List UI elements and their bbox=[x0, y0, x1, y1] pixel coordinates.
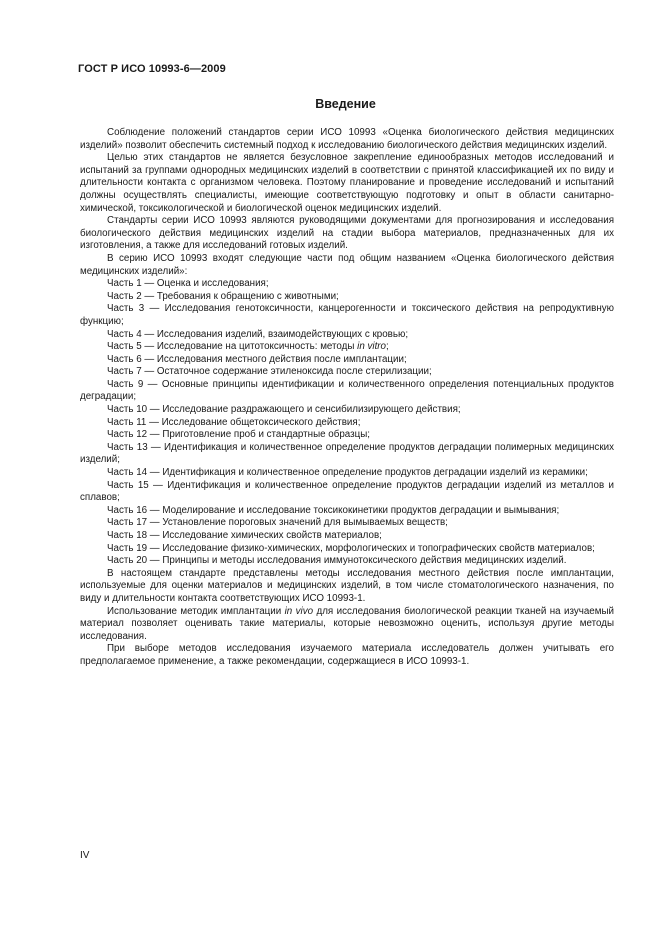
document-header: ГОСТ Р ИСО 10993-6—2009 bbox=[78, 63, 226, 75]
list-item: Часть 3 — Исследования генотоксичности, канцерогенности и токсического действия на репродуктивную функцию; bbox=[80, 303, 614, 327]
list-item: Часть 14 — Идентификация и количественное определение продуктов деградации изделий из керамики; bbox=[107, 467, 588, 479]
list-item: Часть 19 — Исследование физико-химических, морфологических и топографических свойств материалов; bbox=[107, 542, 595, 554]
paragraph: При выборе методов исследования изучаемого материала исследователь должен учитывать его предполагаемое применение, а также рекомендации, содержащиеся в ИСО 10993-1. bbox=[80, 643, 614, 667]
list-item: Часть 16 — Моделирование и исследование токсикокинетики продуктов деградации и вымывания; bbox=[107, 504, 560, 516]
list-item: Часть 4 — Исследования изделий, взаимодействующих с кровью; bbox=[107, 328, 409, 340]
section-title: Введение bbox=[315, 97, 376, 111]
paragraph: Соблюдение положений стандартов серии ИСО 10993 «Оценка биологического действия медицинских изделий» позволит обеспечить системный подход к исследованию биологического действия медицинских изделий. bbox=[80, 127, 614, 151]
list-item: Часть 20 — Принципы и методы исследования иммунотоксического действия медицинских изделий. bbox=[107, 555, 567, 567]
list-item: Часть 7 — Остаточное содержание этиленоксида после стерилизации; bbox=[107, 366, 432, 378]
paragraph: В настоящем стандарте представлены методы исследования местного действия после имплантации, используемые для оценки материалов и медицинских изделий, в том числе стоматологического назначения, по виду и длительности контакта соответствующих ИСО 10993-1. bbox=[80, 567, 614, 604]
list-item: Часть 5 — Исследование на цитотоксичность: методы in vitro; bbox=[107, 341, 389, 353]
list-item: Часть 1 — Оценка и исследования; bbox=[107, 278, 269, 290]
list-item: Часть 17 — Установление пороговых значений для вымываемых веществ; bbox=[107, 517, 448, 529]
paragraph: В серию ИСО 10993 входят следующие части под общим названием «Оценка биологического действия медицинских изделий»: bbox=[80, 252, 614, 277]
paragraph: Стандарты серии ИСО 10993 являются руководящими документами для прогнозирования и исследования биологического действия медицинских изделий на стадии выбора материалов, предназначенных для их изготовления, а также для исследований готовых изделий. bbox=[80, 215, 614, 252]
list-item: Часть 18 — Исследование химических свойств материалов; bbox=[107, 530, 382, 541]
list-item: Часть 12 — Приготовление проб и стандартные образцы; bbox=[107, 429, 370, 441]
list-item: Часть 10 — Исследование раздражающего и сенсибилизирующего действия; bbox=[107, 404, 461, 416]
paragraph: Использование методик имплантации in vivo для исследования биологической реакции тканей на изучаемый материал позволяет оценивать такие материалы, которые невозможно оценить, используя другие методы исследования. bbox=[80, 605, 614, 642]
list-item: Часть 9 — Основные принципы идентификации и количественного определения потенциальных продуктов деградации; bbox=[80, 378, 614, 403]
list-item: Часть 13 — Идентификация и количественное определение продуктов деградации полимерных медицинских изделий; bbox=[80, 441, 614, 466]
list-item: Часть 15 — Идентификация и количественное определение продуктов деградации изделий из металлов и сплавов; bbox=[80, 479, 614, 504]
list-item: Часть 6 — Исследования местного действия после имплантации; bbox=[107, 353, 407, 365]
list-item: Часть 2 — Требования к обращению с животными; bbox=[107, 290, 339, 302]
document-body bbox=[80, 127, 614, 669]
paragraph: Целью этих стандартов не является безусловное закрепление единообразных методов исследований и испытаний за группами однородных медицинских изделий в соответствии с принятой классификацией их по виду и длительности контакта с организмом человека. Поэтому планирование и проведение исследований и испытаний должны осуществлять специалисты, имеющие соответствующую подготовку и опыт в области санитарно-химической, токсикологической и биологической оценок медицинских изделий. bbox=[80, 152, 614, 214]
page-number: IV bbox=[80, 850, 90, 861]
list-item: Часть 11 — Исследование общетоксического действия; bbox=[107, 416, 361, 428]
